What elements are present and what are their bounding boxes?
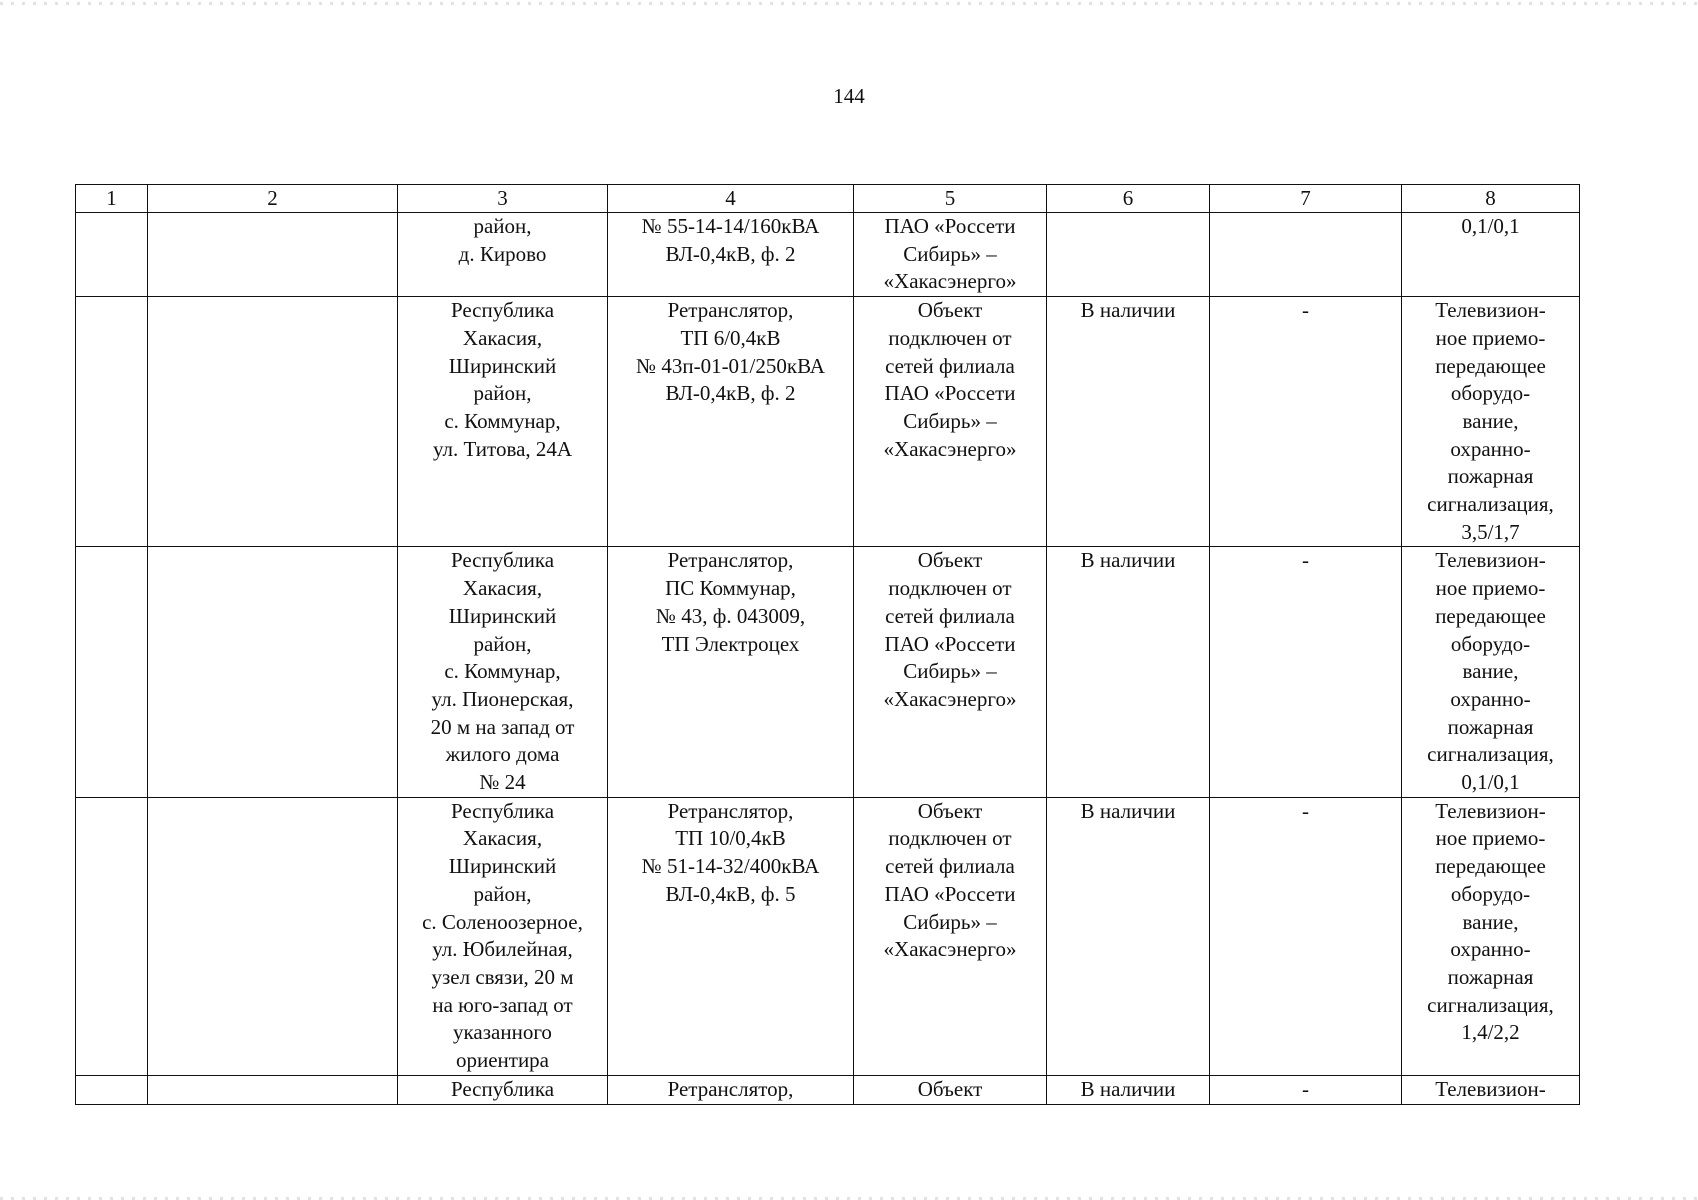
cell-col7 <box>1210 213 1402 297</box>
equipment-line: Телевизион- <box>1435 1076 1546 1101</box>
equipment-line: охранно- <box>1450 937 1531 962</box>
address-line: ул. Юбилейная, <box>432 937 573 962</box>
cell-equipment <box>1402 797 1580 1075</box>
address-line: ориентира <box>455 1048 550 1073</box>
connection-line: Сибирь» – <box>903 909 997 934</box>
connection-line: «Хакасэнерго» <box>883 269 1017 294</box>
cell-connection <box>854 547 1047 797</box>
equipment-line: ное приемо- <box>1435 325 1546 350</box>
connection-line: Сибирь» – <box>903 408 997 433</box>
cell-availability: В наличии <box>1047 797 1210 1075</box>
cell-col2 <box>148 297 398 547</box>
connection-line: ПАО «Россети <box>884 381 1016 406</box>
column-header-1: 1 <box>76 185 148 213</box>
address-line: узел связи, 20 м <box>431 964 574 989</box>
connection-line: сетей филиала <box>885 603 1015 628</box>
connection-line: подключен от <box>888 576 1012 601</box>
address-line: с. Коммунар, <box>444 659 561 684</box>
equipment-line: оборудо- <box>1450 381 1531 406</box>
connection-line: ПАО «Россети <box>884 881 1016 906</box>
table-row <box>76 297 1580 547</box>
cell-equipment <box>1402 1075 1580 1104</box>
cell-equipment <box>1402 547 1580 797</box>
address-line: на юго-запад от <box>432 992 573 1017</box>
connection-line: Объект <box>917 298 983 323</box>
address-line: район, <box>473 381 532 406</box>
cell-address <box>398 1075 608 1104</box>
cell-equipment <box>1402 213 1580 297</box>
object-line: ВЛ-0,4кВ, ф. 5 <box>665 881 796 906</box>
connection-line: Объект <box>917 798 983 823</box>
equipment-line: пожарная <box>1447 714 1534 739</box>
object-line: ВЛ-0,4кВ, ф. 2 <box>665 381 796 406</box>
table-row <box>76 213 1580 297</box>
cell-col2 <box>148 1075 398 1104</box>
equipment-line: передающее <box>1435 353 1546 378</box>
address-line: № 24 <box>479 770 526 795</box>
address-line: Ширинский <box>448 854 557 879</box>
connection-line: сетей филиала <box>885 854 1015 879</box>
address-line: Хакасия, <box>462 826 543 851</box>
equipment-line: 3,5/1,7 <box>1461 519 1520 544</box>
address-line: указанного <box>453 1020 552 1045</box>
column-header-2: 2 <box>148 185 398 213</box>
object-line: № 55-14-14/160кВА <box>641 214 820 238</box>
equipment-line: оборудо- <box>1450 631 1531 656</box>
equipment-line: 0,1/0,1 <box>1461 770 1520 795</box>
connection-line: ПАО «Россети <box>884 631 1016 656</box>
address-line: с. Коммунар, <box>444 408 561 433</box>
address-line: Республика <box>450 548 555 573</box>
equipment-line: вание, <box>1462 408 1519 433</box>
address-line: д. Кирово <box>458 241 547 266</box>
cell-object <box>608 297 854 547</box>
table-row <box>76 1075 1580 1104</box>
cell-col7: - <box>1210 547 1402 797</box>
equipment-line: ное приемо- <box>1435 826 1546 851</box>
cell-equipment <box>1402 297 1580 547</box>
cell-connection <box>854 1075 1047 1104</box>
equipment-line: Телевизион- <box>1435 548 1546 573</box>
connection-line: подключен от <box>888 325 1012 350</box>
cell-object <box>608 1075 854 1104</box>
cell-object <box>608 797 854 1075</box>
object-line: ПС Коммунар, <box>665 576 796 601</box>
cell-object <box>608 213 854 297</box>
object-line: ТП 10/0,4кВ <box>675 826 786 851</box>
address-line: Республика <box>450 798 555 823</box>
connection-line: сетей филиала <box>885 353 1015 378</box>
cell-connection <box>854 797 1047 1075</box>
equipment-line: сигнализация, <box>1427 992 1554 1017</box>
equipment-line: Телевизион- <box>1435 298 1546 323</box>
column-header-6: 6 <box>1047 185 1210 213</box>
page-number: 144 <box>833 84 865 108</box>
cell-availability: В наличии <box>1047 297 1210 547</box>
column-header-3: 3 <box>398 185 608 213</box>
cell-availability: В наличии <box>1047 1075 1210 1104</box>
equipment-line: Телевизион- <box>1435 798 1546 823</box>
equipment-line: пожарная <box>1447 464 1534 489</box>
cell-address <box>398 797 608 1075</box>
cell-col1 <box>76 547 148 797</box>
equipment-line: охранно- <box>1450 436 1531 461</box>
address-line: район, <box>473 631 532 656</box>
equipment-line: вание, <box>1462 659 1519 684</box>
connection-line: Объект <box>917 1076 983 1101</box>
table-row <box>76 547 1580 797</box>
address-line: Ширинский <box>448 353 557 378</box>
connection-line: «Хакасэнерго» <box>883 937 1017 962</box>
address-line: ул. Пионерская, <box>431 686 574 711</box>
cell-col7: - <box>1210 297 1402 547</box>
header-row <box>76 185 1580 213</box>
address-line: Республика <box>450 1076 555 1101</box>
equipment-line: оборудо- <box>1450 881 1531 906</box>
cell-address <box>398 547 608 797</box>
cell-col1 <box>76 213 148 297</box>
cell-connection <box>854 213 1047 297</box>
cell-col2 <box>148 213 398 297</box>
connection-line: «Хакасэнерго» <box>883 436 1017 461</box>
column-header-5: 5 <box>854 185 1047 213</box>
connection-line: Сибирь» – <box>903 659 997 684</box>
equipment-line: передающее <box>1435 603 1546 628</box>
cell-col1 <box>76 1075 148 1104</box>
connection-line: подключен от <box>888 826 1012 851</box>
object-line: Ретранслятор, <box>667 1076 794 1101</box>
object-line: Ретранслятор, <box>667 798 794 823</box>
connection-line: ПАО «Россети <box>884 214 1016 238</box>
data-table <box>75 184 1580 1105</box>
cell-col7: - <box>1210 797 1402 1075</box>
equipment-line: 1,4/2,2 <box>1461 1020 1520 1045</box>
address-line: 20 м на запад от <box>430 714 575 739</box>
cell-col2 <box>148 797 398 1075</box>
address-line: Хакасия, <box>462 325 543 350</box>
object-line: ВЛ-0,4кВ, ф. 2 <box>665 241 796 266</box>
equipment-line: передающее <box>1435 854 1546 879</box>
address-line: с. Соленоозерное, <box>422 909 583 934</box>
equipment-line: пожарная <box>1447 964 1534 989</box>
column-header-8: 8 <box>1402 185 1580 213</box>
cell-availability <box>1047 213 1210 297</box>
object-line: Ретранслятор, <box>667 548 794 573</box>
object-line: ТП Электроцех <box>661 631 800 656</box>
address-line: Хакасия, <box>462 576 543 601</box>
object-line: № 43п-01-01/250кВА <box>636 353 825 378</box>
cell-col1 <box>76 797 148 1075</box>
cell-connection <box>854 297 1047 547</box>
cell-col2 <box>148 547 398 797</box>
cell-col1 <box>76 297 148 547</box>
cell-object <box>608 547 854 797</box>
equipment-line: ное приемо- <box>1435 576 1546 601</box>
equipment-line: 0,1/0,1 <box>1461 214 1520 238</box>
equipment-line: сигнализация, <box>1427 742 1554 767</box>
table-row <box>76 797 1580 1075</box>
address-line: район, <box>473 881 532 906</box>
connection-line: Сибирь» – <box>903 241 997 266</box>
object-line: № 51-14-32/400кВА <box>641 854 820 879</box>
cell-address <box>398 213 608 297</box>
address-line: Республика <box>450 298 555 323</box>
column-header-7: 7 <box>1210 185 1402 213</box>
equipment-line: вание, <box>1462 909 1519 934</box>
object-line: № 43, ф. 043009, <box>655 603 806 628</box>
connection-line: Объект <box>917 548 983 573</box>
address-line: жилого дома <box>445 742 560 767</box>
column-header-4: 4 <box>608 185 854 213</box>
cell-col7: - <box>1210 1075 1402 1104</box>
equipment-line: охранно- <box>1450 686 1531 711</box>
connection-line: «Хакасэнерго» <box>883 686 1017 711</box>
object-line: ТП 6/0,4кВ <box>680 325 781 350</box>
object-line: Ретранслятор, <box>667 298 794 323</box>
equipment-line: сигнализация, <box>1427 492 1554 517</box>
scan-edge-top <box>0 2 1698 5</box>
cell-address <box>398 297 608 547</box>
cell-availability: В наличии <box>1047 547 1210 797</box>
address-line: ул. Титова, 24А <box>432 436 573 461</box>
address-line: район, <box>473 214 532 238</box>
address-line: Ширинский <box>448 603 557 628</box>
